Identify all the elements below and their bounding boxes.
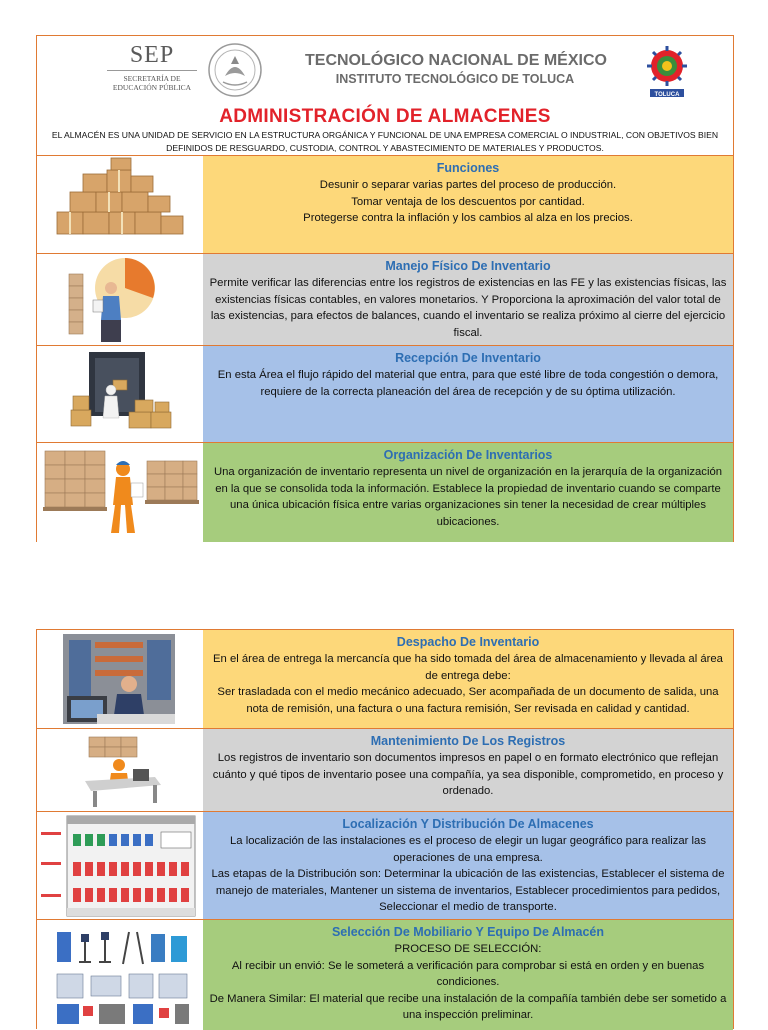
section-panel [203, 729, 733, 811]
institution-header [37, 36, 733, 106]
toluca-logo-label: TOLUCA [654, 92, 680, 98]
section-despacho [37, 630, 733, 728]
furniture-equipment-image [37, 920, 203, 1030]
section-mantenimiento [37, 728, 733, 811]
section-line: Las etapas de la Distribución son: Determinar la ubicación de las existencias, Establecer el sistema de manejo de materiales, Mantener un sistema de inventarios, Establecer procedimientos para pedidos, Seleccionar el medio de transporte. [211, 868, 725, 913]
document-intro: EL ALMACÉN ES UNA UNIDAD DE SERVICIO EN LA ESTRUCTURA ORGÁNICA Y FUNCIONAL DE UNA EMPRESA COMERCIAL O INDUSTRIAL, CON OBJETIVOS BIEN DEFINIDOS DE RESGUARDO, CUSTODIA, CONTROL Y ABASTECIMIENTO DE MATERIALES Y PRODUCTOS. [51, 130, 719, 153]
section-line: La localización de las instalaciones es el proceso de elegir un lugar geográfico para realizar las operaciones de una empresa. [229, 835, 706, 864]
section-seleccion [37, 919, 733, 1030]
section-line: Permite verificar las diferencias entre los registros de existencias en las FE y las existencias físicas, las existencias físicas contables, en valores monetarios. Y Proporciona la aproximación del valor total de las existencias, para efectos de balances, cuando el inventario se realiza próximo al cierre del ejercicio fiscal. [209, 277, 727, 339]
section-panel [203, 346, 733, 442]
section-line: En esta Área el flujo rápido del material que entra, para que esté libre de toda congestión o demora, requiere de la correcta planeación del área de recepción y de su óptima utilización. [217, 369, 719, 398]
section-panel [203, 812, 733, 919]
section-manejo-fisico [37, 253, 733, 345]
desk-boxes-image [37, 729, 203, 811]
pallet-worker-image [37, 443, 203, 542]
warehouse-layout-image [37, 812, 203, 919]
document-title: ADMINISTRACIÓN DE ALMACENES [219, 106, 551, 127]
section-line: Al recibir un envió: Se le someterá a verificación para comprobar si está en orden y en buenas condiciones. [231, 959, 705, 988]
section-panel [203, 920, 733, 1030]
institution-subtitle: INSTITUTO TECNOLÓGICO DE TOLUCA [335, 72, 575, 86]
section-heading: Manejo Físico De Inventario [385, 259, 551, 273]
section-line: Desunir o separar varias partes del proceso de producción. [319, 179, 617, 191]
section-heading: Selección De Mobiliario Y Equipo De Almacén [331, 925, 605, 939]
section-line: Protegerse contra la inflación y los cambios al alza en los precios. [303, 212, 633, 224]
section-localizacion [37, 811, 733, 919]
office-desk-image [37, 630, 203, 728]
institution-title: TECNOLÓGICO NACIONAL DE MÉXICO [305, 52, 607, 69]
sep-logo [87, 42, 217, 100]
section-panel [203, 254, 733, 345]
section-heading: Organización De Inventarios [383, 448, 553, 462]
document-card-top [36, 35, 734, 542]
toluca-logo-icon [642, 42, 692, 98]
section-line: Los registros de inventario son documentos impresos en papel o en formato electrónico que reflejan cuánto y qué tipos de inventario posee una compañía, ya sea disponible, comprometido, en proceso y ordenado. [212, 752, 724, 797]
worker-clipboard-image [37, 254, 203, 345]
sep-logo-text: SEP [129, 42, 175, 68]
document-card-bottom [36, 629, 734, 1029]
section-panel [203, 443, 733, 542]
mexico-seal-icon [207, 42, 263, 98]
section-heading: Mantenimiento De Los Registros [370, 734, 566, 748]
section-heading: Funciones [436, 161, 500, 175]
section-heading: Recepción De Inventario [395, 351, 541, 365]
section-panel [203, 630, 733, 728]
section-heading: Localización Y Distribución De Almacenes [342, 817, 594, 831]
section-line: En el área de entrega la mercancía que ha sido tomada del área de almacenamiento y llevada al área de entrega debe: [213, 653, 723, 682]
sep-logo-subtext: SECRETARÍA DE EDUCACIÓN PÚBLICA [112, 74, 192, 92]
section-line: Ser trasladada con el medio mecánico adecuado, Ser acompañada de un documento de salida, una nota de remisión, una factura o una factura remisión, Ser revisada en calidad y cantidad. [217, 686, 719, 715]
section-line: Tomar ventaja de los descuentos por cantidad. [351, 195, 585, 208]
section-funciones [37, 155, 733, 253]
section-line: De Manera Similar: El material que recibe una instalación de la compañía también debe ser sometido a una inspección preliminar. [209, 992, 727, 1021]
section-line: Una organización de inventario representa un nivel de organización en la jerarquía de la organización en la que se consolida toda la información. Establece la propiedad de inventario cuando se comparte una única ubicación física entre varias organizaciones sin tener la necesidad de crear múltiples ubicaciones. [213, 466, 723, 528]
section-line: PROCESO DE SELECCIÓN: [394, 943, 542, 955]
section-heading: Despacho De Inventario [396, 635, 540, 649]
truck-boxes-image [37, 346, 203, 442]
boxes-stack-image [37, 156, 203, 253]
section-panel [203, 156, 733, 253]
section-organizacion [37, 442, 733, 542]
section-recepcion [37, 345, 733, 442]
